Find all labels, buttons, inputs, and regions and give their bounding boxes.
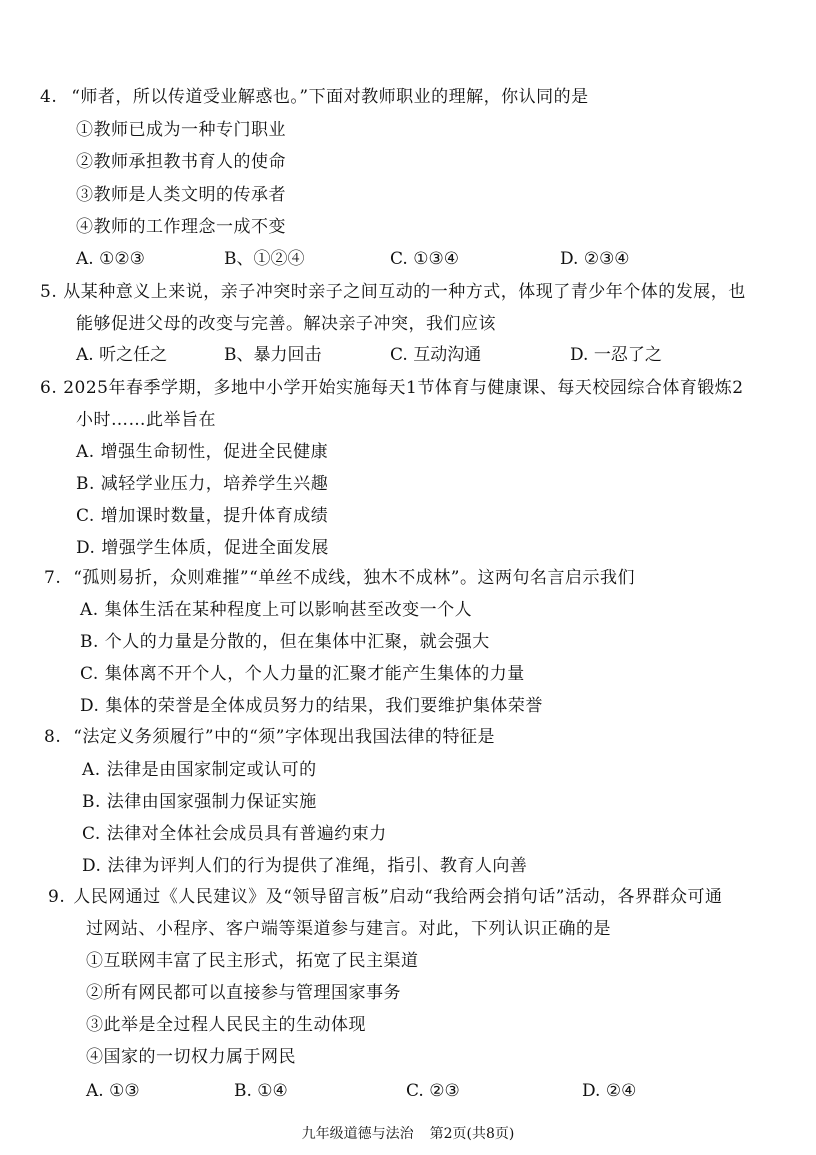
question-text: “孤则易折，众则难摧”“单丝不成线，独木不成林”。这两句名言启示我们 — [73, 568, 635, 588]
question-7-option-b: B. 个人的力量是分散的，但在集体中汇聚，就会强大 — [80, 632, 490, 652]
option-a: A. ①②③ — [76, 249, 145, 269]
question-5-stem-cont: 能够促进父母的改变与完善。解决亲子冲突，我们应该 — [76, 314, 496, 334]
question-4-statement: ③教师是人类文明的传承者 — [76, 185, 286, 205]
option-c: C. ①③④ — [390, 249, 459, 269]
option-b: B. ①④ — [234, 1081, 288, 1101]
question-6-option-c: C. 增加课时数量，提升体育成绩 — [76, 506, 329, 526]
page-footer — [0, 1124, 816, 1144]
question-8-option-b: B. 法律由国家强制力保证实施 — [82, 792, 317, 812]
option-d: D. ②③④ — [560, 249, 630, 269]
option-d: D. 一忍了之 — [570, 345, 662, 365]
question-number: 8. — [44, 727, 62, 747]
question-6-option-b: B. 减轻学业压力，培养学生兴趣 — [76, 474, 329, 494]
question-4-statement: ①教师已成为一种专门职业 — [76, 120, 286, 140]
question-text: 从某种意义上来说，亲子冲突时亲子之间互动的一种方式，体现了青少年个体的发展，也 — [63, 282, 746, 302]
question-text: 人民网通过《人民建议》及“领导留言板”启动“我给两会捎句话”活动，各界群众可通 — [73, 887, 723, 907]
question-4-statement: ④教师的工作理念一成不变 — [76, 217, 286, 237]
footer-page-number: 第2页(共8页) — [429, 1126, 515, 1142]
question-9-statement: ④国家的一切权力属于网民 — [86, 1047, 296, 1067]
question-number: 7. — [44, 568, 62, 588]
question-6-stem-cont: 小时……此举旨在 — [76, 410, 216, 430]
question-8-option-d: D. 法律为评判人们的行为提供了准绳，指引、教育人向善 — [82, 856, 528, 876]
question-number: 9. — [48, 887, 66, 907]
question-9-options — [86, 1080, 746, 1102]
question-8-stem — [44, 726, 495, 748]
question-7-stem — [44, 567, 635, 589]
question-7-option-a: A. 集体生活在某种程度上可以影响甚至改变一个人 — [80, 600, 473, 620]
question-9-statement: ③此举是全过程人民民主的生动体现 — [86, 1015, 366, 1035]
question-9-statement: ①互联网丰富了民主形式，拓宽了民主渠道 — [86, 951, 419, 971]
option-d: D. ②④ — [582, 1081, 637, 1101]
question-9-stem-cont: 过网站、小程序、客户端等渠道参与建言。对此，下列认识正确的是 — [86, 919, 611, 939]
question-5-options — [76, 344, 736, 366]
option-c: C. ②③ — [406, 1081, 460, 1101]
option-b: B、①②④ — [224, 249, 305, 269]
question-number: 6. — [40, 378, 58, 398]
question-8-option-a: A. 法律是由国家制定或认可的 — [82, 760, 317, 780]
question-6-option-d: D. 增强学生体质，促进全面发展 — [76, 538, 329, 558]
question-7-option-d: D. 集体的荣誉是全体成员努力的结果，我们要维护集体荣誉 — [80, 696, 543, 716]
question-9-stem — [48, 886, 723, 908]
question-number: 4. — [40, 87, 58, 107]
footer-subject: 九年级道德与法治 — [301, 1126, 414, 1142]
question-7-option-c: C. 集体离不开个人，个人力量的汇聚才能产生集体的力量 — [80, 664, 525, 684]
question-9-statement: ②所有网民都可以直接参与管理国家事务 — [86, 983, 401, 1003]
option-c: C. 互动沟通 — [390, 345, 482, 365]
question-6-stem — [40, 377, 744, 399]
question-4-stem — [40, 86, 589, 108]
option-a: A. 听之任之 — [76, 345, 168, 365]
question-4-options — [76, 248, 736, 270]
question-5-stem — [40, 281, 746, 303]
question-8-option-c: C. 法律对全体社会成员具有普遍约束力 — [82, 824, 387, 844]
question-text: 2025年春季学期，多地中小学开始实施每天1节体育与健康课、每天校园综合体育锻炼2 — [63, 378, 744, 398]
question-text: “法定义务须履行”中的“须”字体现出我国法律的特征是 — [73, 727, 495, 747]
option-a: A. ①③ — [86, 1081, 140, 1101]
question-4-statement: ②教师承担教书育人的使命 — [76, 152, 286, 172]
question-6-option-a: A. 增强生命韧性，促进全民健康 — [76, 442, 329, 462]
question-text: “师者，所以传道受业解惑也。”下面对教师职业的理解，你认同的是 — [71, 87, 589, 107]
option-b: B、暴力回击 — [224, 345, 322, 365]
question-number: 5. — [40, 282, 58, 302]
